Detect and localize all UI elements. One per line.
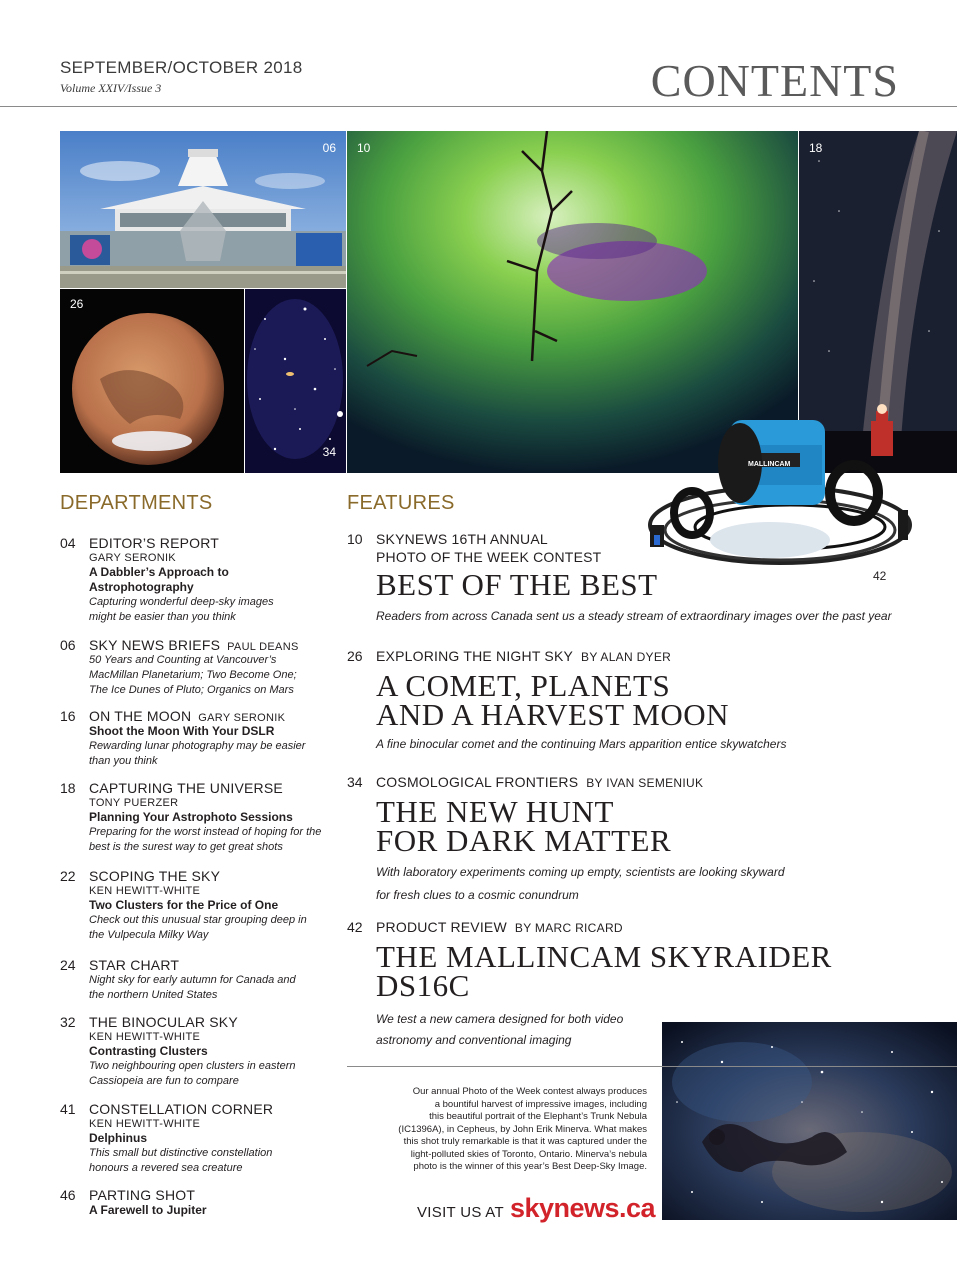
department-description: Capturing wonderful deep-sky images might be easier than you think	[89, 596, 274, 623]
page-title: CONTENTS	[650, 55, 899, 106]
department-title: SCOPING THE SKY	[89, 868, 221, 884]
feature-title: THE MALLINCAM SKYRAIDER	[376, 939, 832, 974]
feature-description: With laboratory experiments coming up empty, scientists are looking skyward	[376, 865, 785, 879]
page-number: 42	[347, 919, 363, 935]
page-number: 10	[347, 531, 363, 547]
department-author: TONY PUERZER	[89, 797, 179, 809]
photo-page-number: 26	[70, 297, 84, 311]
feature-kicker: PHOTO OF THE WEEK CONTEST	[376, 549, 602, 565]
page-number: 16	[60, 708, 76, 724]
features-heading: FEATURES	[347, 492, 455, 514]
department-author: GARY SERONIK	[89, 552, 176, 564]
feature-description: A fine binocular comet and the continuing Mars apparition entice skywatchers	[376, 737, 787, 751]
department-description: Check out this unusual star grouping deep in the Vulpecula Milky Way	[89, 914, 307, 941]
department-author: KEN HEWITT-WHITE	[89, 1031, 201, 1043]
volume-issue: Volume XXIV/Issue 3	[60, 81, 162, 95]
feature-author: BY MARC RICARD	[514, 921, 623, 935]
department-description: Rewarding lunar photography may be easier than you think	[89, 740, 306, 767]
caption-line: photo is the winner of this year’s Best Deep-Sky Image.	[413, 1161, 647, 1172]
mars-photo	[60, 289, 244, 473]
elephant-trunk-nebula-photo	[662, 1022, 957, 1220]
visit-us-text: VISIT US AT	[417, 1204, 504, 1221]
page-number: 32	[60, 1014, 76, 1030]
feature-description: Readers from across Canada sent us a steady stream of extraordinary images over the past year	[376, 609, 892, 623]
caption-line: this beautiful portrait of the Elephant’s Trunk Nebula	[429, 1111, 647, 1122]
feature-description: We test a new camera designed for both video	[376, 1012, 624, 1026]
issue-date: SEPTEMBER/OCTOBER 2018	[60, 58, 303, 77]
photo-page-number: 42	[873, 569, 887, 583]
department-item[interactable]	[60, 535, 330, 625]
department-item[interactable]	[60, 1014, 330, 1089]
department-item[interactable]	[60, 868, 330, 943]
photo-page-number: 34	[322, 445, 336, 459]
department-headline: A Farewell to Jupiter	[89, 1203, 207, 1217]
feature-title: A COMET, PLANETS	[376, 668, 671, 703]
feature-item[interactable]	[347, 530, 927, 626]
department-headline: A Dabbler’s Approach to Astrophotography	[89, 565, 229, 594]
page-number: 04	[60, 535, 76, 551]
department-description: 50 Years and Counting at Vancouver’s MacMillan Planetarium; Two Become One; The Ice Dunes of Pluto; Organics on Mars	[89, 654, 297, 696]
page-number: 18	[60, 780, 76, 796]
department-item[interactable]	[60, 1187, 330, 1218]
photo-page-number: 18	[809, 141, 823, 155]
department-item[interactable]	[60, 708, 330, 769]
page-number: 06	[60, 637, 76, 653]
department-title: ON THE MOON	[89, 708, 192, 724]
feature-kicker: PRODUCT REVIEW	[376, 919, 507, 935]
page-number: 22	[60, 868, 76, 884]
photo-page-number: 10	[357, 141, 371, 155]
feature-title: BEST OF THE BEST	[376, 567, 658, 602]
feature-description: astronomy and conventional imaging	[376, 1033, 572, 1047]
department-title: STAR CHART	[89, 957, 180, 973]
galaxy-cluster-photo	[245, 289, 346, 473]
feature-title: AND A HARVEST MOON	[376, 697, 730, 732]
department-headline: Two Clusters for the Price of One	[89, 898, 279, 912]
website-link[interactable]: skynews.ca	[509, 1193, 656, 1223]
camera-brand-label: MALLINCAM	[748, 461, 791, 468]
department-description: This small but distinctive constellation honours a revered sea creature	[89, 1147, 273, 1174]
department-item[interactable]	[60, 637, 330, 698]
department-description: Night sky for early autumn for Canada and the northern United States	[89, 974, 296, 1001]
feature-description: for fresh clues to a cosmic conundrum	[376, 888, 579, 902]
header-divider	[0, 106, 957, 107]
department-author: KEN HEWITT-WHITE	[89, 1118, 201, 1130]
department-item[interactable]	[60, 1101, 330, 1176]
caption-line: this shot truly remarkable is that it was captured under the	[403, 1136, 647, 1147]
visit-us-promo	[417, 1193, 655, 1224]
department-title: THE BINOCULAR SKY	[89, 1014, 238, 1030]
page-number: 46	[60, 1187, 76, 1203]
department-author: PAUL DEANS	[227, 641, 299, 653]
department-title: PARTING SHOT	[89, 1187, 196, 1203]
department-title: SKY NEWS BRIEFS	[89, 637, 221, 653]
feature-item[interactable]	[347, 773, 927, 905]
page-number: 24	[60, 957, 76, 973]
department-title: EDITOR’S REPORT	[89, 535, 220, 551]
department-headline: Shoot the Moon With Your DSLR	[89, 724, 275, 738]
photo-caption	[355, 1086, 647, 1174]
department-item[interactable]	[60, 780, 330, 855]
department-title: CONSTELLATION CORNER	[89, 1101, 274, 1117]
photo-page-number: 06	[322, 141, 336, 155]
page-number: 41	[60, 1101, 76, 1117]
caption-line: a bountiful harvest of impressive images, including	[434, 1098, 647, 1110]
departments-heading: DEPARTMENTS	[60, 492, 213, 514]
department-headline: Delphinus	[89, 1131, 148, 1145]
department-headline: Planning Your Astrophoto Sessions	[89, 810, 293, 824]
department-headline: Contrasting Clusters	[89, 1044, 208, 1058]
department-title: CAPTURING THE UNIVERSE	[89, 780, 283, 796]
department-description: Preparing for the worst instead of hoping for the best is the surest way to get great shots	[89, 826, 322, 853]
department-author: KEN HEWITT-WHITE	[89, 885, 201, 897]
page-number: 34	[347, 774, 363, 790]
feature-author: BY ALAN DYER	[581, 650, 672, 664]
feature-kicker: EXPLORING THE NIGHT SKY	[376, 648, 574, 664]
bottom-divider	[347, 1066, 957, 1067]
department-description: Two neighbouring open clusters in eastern Cassiopeia are fun to compare	[89, 1060, 296, 1087]
feature-title: THE NEW HUNT	[376, 794, 614, 829]
caption-line: light-polluted skies of Toronto, Ontario. Minerva’s nebula	[410, 1148, 647, 1160]
feature-title: FOR DARK MATTER	[376, 823, 672, 858]
department-item[interactable]	[60, 957, 330, 1003]
feature-item[interactable]	[347, 647, 927, 754]
planetarium-photo	[60, 131, 346, 288]
caption-line: (IC1396A), in Cepheus, by John Erik Minerva. What makes	[398, 1123, 647, 1135]
caption-line: Our annual Photo of the Week contest always produces	[412, 1086, 647, 1097]
feature-title: DS16C	[376, 968, 470, 1003]
department-author: GARY SERONIK	[198, 712, 286, 724]
page-number: 26	[347, 648, 363, 664]
feature-kicker: SKYNEWS 16TH ANNUAL	[376, 531, 548, 547]
feature-kicker: COSMOLOGICAL FRONTIERS	[376, 774, 579, 790]
feature-author: BY IVAN SEMENIUK	[586, 776, 704, 790]
